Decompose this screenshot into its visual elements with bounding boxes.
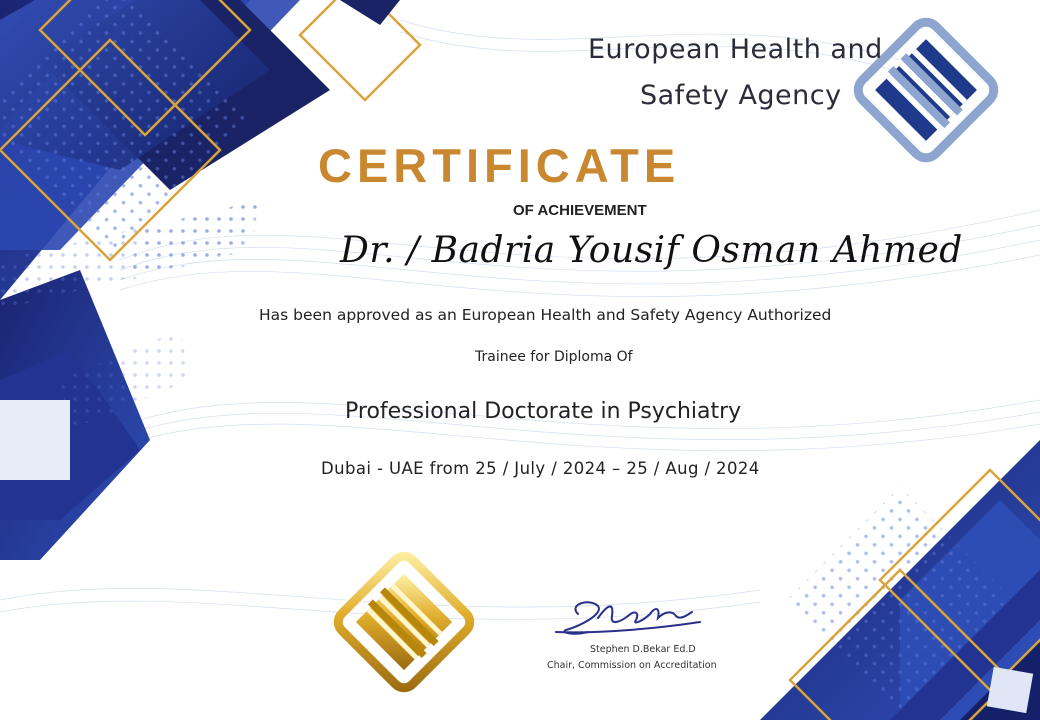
program-dates: Dubai - UAE from 25 / July / 2024 – 25 / Aug / 2024 [321, 459, 760, 478]
approval-statement-line1: Has been approved as an European Health and Safety Agency Authorized [259, 306, 832, 324]
signatory-title: Chair, Commission on Accreditation [547, 660, 717, 671]
gold-seal-icon [333, 551, 474, 692]
recipient-name: Dr. / Badria Yousif Osman Ahmed [340, 230, 963, 271]
bottom-right-shapes [760, 440, 1040, 720]
program-name: Professional Doctorate in Psychiatry [345, 399, 742, 424]
approval-statement-line2: Trainee for Diploma Of [475, 349, 633, 365]
agency-name-line1: European Health and [588, 34, 883, 65]
certificate-subtitle: OF ACHIEVEMENT [513, 202, 647, 219]
signatory-name: Stephen D.Bekar Ed.D [590, 644, 696, 655]
certificate-title: CERTIFICATE [318, 139, 681, 192]
agency-name-line2: Safety Agency [640, 80, 842, 111]
